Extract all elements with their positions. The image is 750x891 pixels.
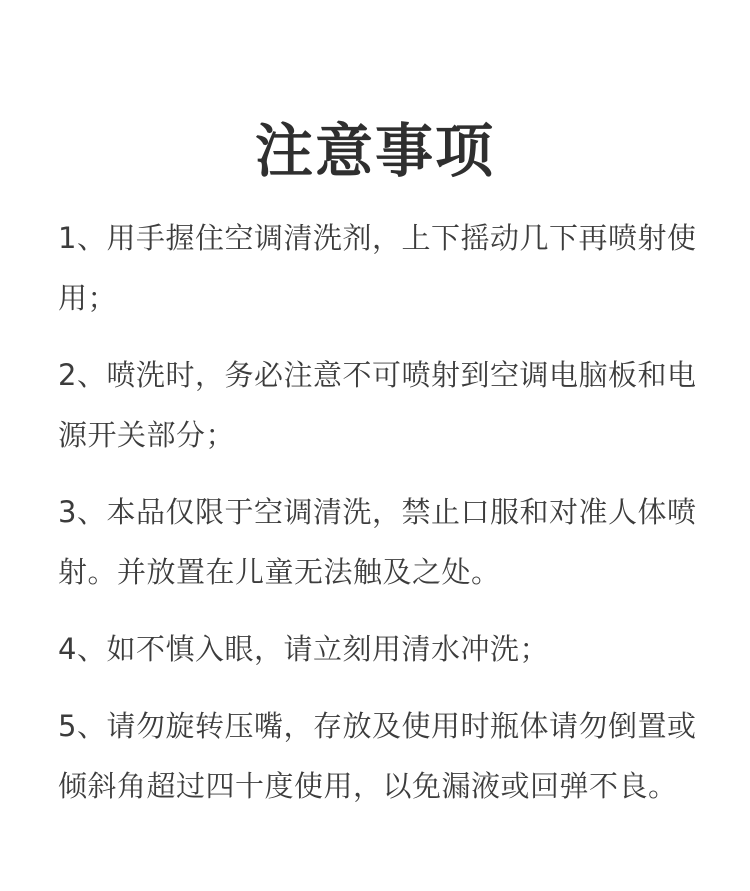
note-item-5: 5、请勿旋转压嘴，存放及使用时瓶体请勿倒置或倾斜角超过四十度使用，以免漏液或回弹不良。 — [58, 709, 697, 803]
note-item-1: 1、用手握住空调清洗剂，上下摇动几下再喷射使用； — [58, 221, 697, 315]
note-item-2: 2、喷洗时，务必注意不可喷射到空调电脑板和电源开关部分； — [58, 358, 697, 452]
page-title: 注意事项 — [254, 116, 495, 185]
notes-list — [58, 208, 700, 833]
note-item-3: 3、本品仅限于空调清洗，禁止口服和对准人体喷射。并放置在儿童无法触及之处。 — [58, 495, 697, 589]
note-item-4: 4、如不慎入眼，请立刻用清水冲洗； — [58, 632, 549, 666]
